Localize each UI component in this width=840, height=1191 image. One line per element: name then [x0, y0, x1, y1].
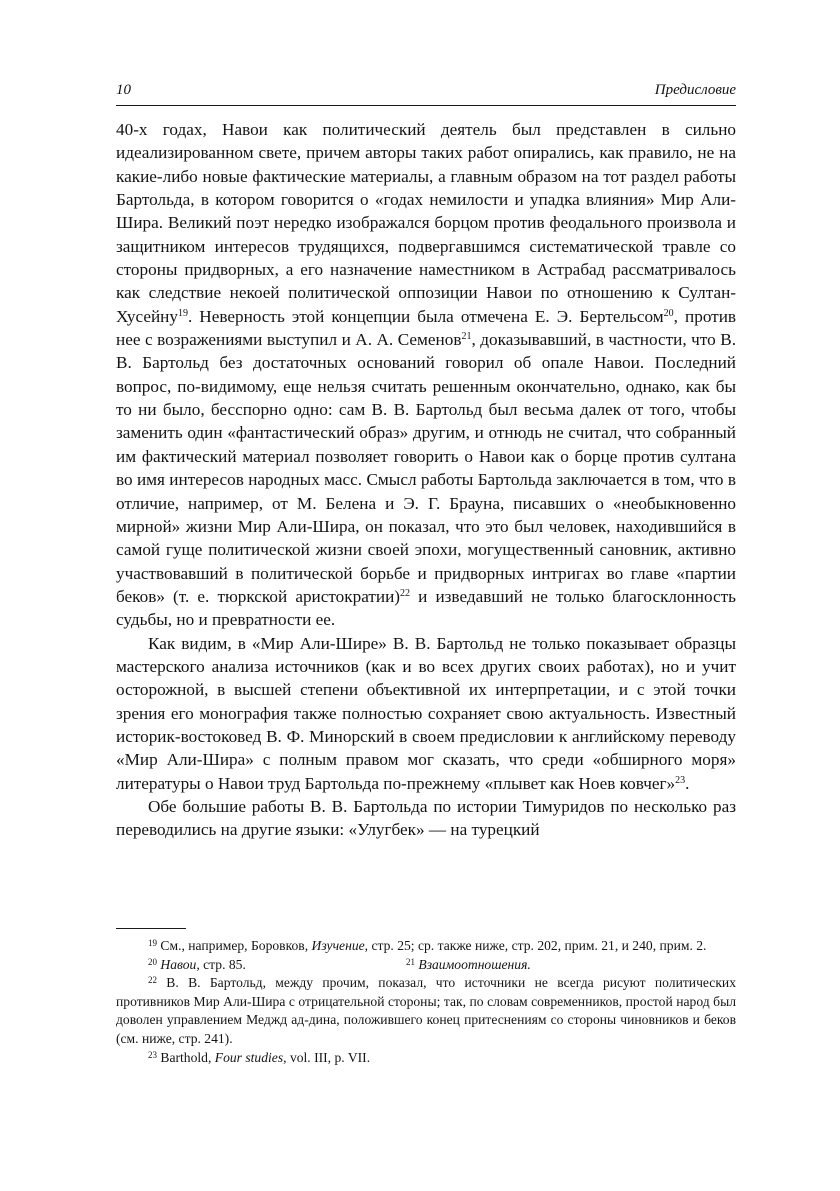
footnote-ref-19: 19: [177, 307, 188, 319]
footnote-number: 19: [148, 938, 157, 948]
text-run: , против нее с возражениями выступил и А. А. Семенов: [116, 306, 737, 350]
paragraph-3: [116, 795, 736, 842]
paragraph-2: [116, 632, 736, 795]
footnote-21: [374, 956, 632, 975]
footnotes: [116, 937, 736, 1067]
footnote-citation: Изучение: [311, 938, 365, 953]
footnote-citation: Навои,: [160, 956, 200, 972]
footnote-text: , стр. 25; ср. также ниже, стр. 202, прим. 21, и 240, прим. 2.: [364, 938, 707, 953]
text-run: . Неверность этой концепции была отмечена Е. Э. Бертельсом: [187, 306, 664, 326]
footnote-text: Barthold,: [157, 1049, 215, 1065]
footnote-ref-20: 20: [663, 307, 674, 319]
footnote-number: 21: [406, 956, 415, 967]
footnote-number: 23: [148, 1049, 157, 1060]
footnote-number: 22: [148, 975, 157, 986]
running-head: [116, 82, 736, 106]
footnote-23: [116, 1049, 736, 1068]
footnote-citation: Four studies: [214, 1049, 284, 1065]
footnote-text: В. В. Бартольд, между прочим, показал, что источники не всегда рисуют политических противников Мир Али-Шира с отрицательной стороны; так, по словам современников, простой народ был доволен управлением Меджд ад-дина, положившего конец притеснениям со стороны чиновников и беков (см. ниже, стр. 241).: [116, 975, 736, 1046]
footnote-text: , vol. III, p. VII.: [283, 1049, 371, 1065]
text-run: Как видим, в «Мир Али-Шире» В. В. Бартольд не только показывает образцы мастерского анализа источников (как и во всех других своих работах), но и учит осторожной, в высшей степени объективной их интерпретации, и с этой точки зрения его монография также полностью сохраняет свою актуальность. Известный историк-востоковед В. Ф. Минорский в своем предисловии к английскому переводу «Мир Али-Шира» с полным правом мог сказать, что среди «обширного моря» литературы о Навои труд Бартольда по-прежнему «плывет как Ноев ковчег»: [116, 633, 736, 793]
paragraph-1: [116, 118, 736, 632]
footnote-ref-22: 22: [400, 587, 411, 599]
main-text: [116, 118, 736, 842]
footnote-22: [116, 974, 736, 1048]
text-run: 40-х годах, Навои как политический деятель был представлен в сильно идеализированном свете, причем авторы таких работ опирались, как правило, не на какие-либо новые фактические материалы, а главным образом на тот раздел работы Бартольда, в котором говорится о «годах немилости и упадка влияния» Мир Али-Шира. Великий поэт нередко изображался борцом против феодального произвола и защитником интересов трудящихся, подвергавшимся систематической травле со стороны придворных, а его назначение наместником в Астрабад рассматривалось как следствие некоей политической оппозиции Навои по отношению к Султан-Хусейну: [116, 120, 736, 326]
text-run: Обе большие работы В. В. Бартольда по истории Тимуридов по несколько раз переводились на другие языки: «Улугбек» — на турецкий: [116, 796, 736, 840]
footnote-text: стр. 85.: [199, 956, 246, 972]
text-run: .: [685, 773, 690, 793]
header-title: Предисловие: [654, 82, 736, 98]
page-number: 10: [116, 82, 131, 98]
footnote-19: [116, 937, 736, 956]
footnote-rule: [116, 928, 186, 929]
footnote-text: См., например, Боровков,: [157, 938, 312, 953]
footnote-citation: Взаимоотношения.: [418, 956, 531, 972]
footnote-row-20-21: [116, 956, 736, 975]
text-run: и изведавший не только благосклонность судьбы, но и превратности ее.: [116, 586, 736, 630]
footnote-20: [116, 956, 374, 975]
text-run: , доказывавший, в частности, что В. В. Бартольд без достаточных оснований говорил об опале Навои. Последний вопрос, по-видимому, еще нельзя считать решенным окончательно, однако, как бы то ни было, бесспорно одно: сам В. В. Бартольд был весьма далек от того, чтобы заменить один «фантастический образ» другим, и отнюдь не считал, что собранный им фактический материал позволяет говорить о Навои как о борце против султана во имя интересов народных масс. Смысл работы Бартольда заключается в том, что в отличие, например, от М. Белена и Э. Г. Брауна, писавших о «необыкновенно мирной» жизни Мир Али-Шира, он показал, что это был человек, находившийся в самой гуще политической жизни своей эпохи, могущественный сановник, активно участвовавший в политической борьбе и придворных интригах во главе «партии беков» (т. е. тюркской аристократии): [116, 330, 736, 606]
header-rule: [116, 105, 736, 106]
footnote-number: 20: [148, 956, 157, 967]
footnote-ref-21: 21: [461, 331, 472, 343]
footnote-ref-23: 23: [675, 774, 686, 786]
